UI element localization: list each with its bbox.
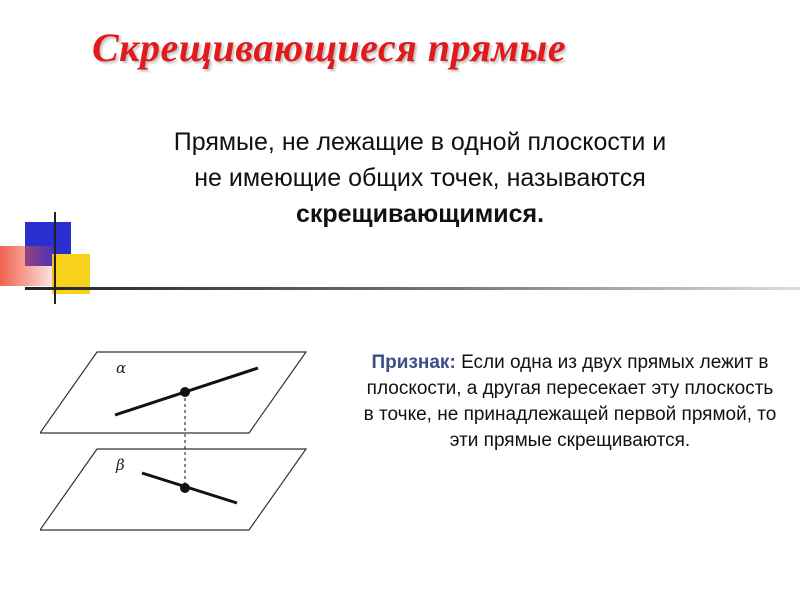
criterion-label: Признак: [371,352,456,373]
point-on-alpha [180,387,190,397]
intersection-point-beta [180,483,190,493]
definition-term: скрещивающимися. [295,200,545,228]
definition-line-1: Прямые, не лежащие в одной плоскости и [173,128,667,156]
definition-line-2: не имеющие общих точек, называются [194,164,646,192]
plane-beta [40,449,306,530]
deco-red-square [0,246,54,286]
deco-vertical-rule [54,212,56,304]
criterion-body: Если одна из двух прямых лежит в плоскости, а другая пересекает эту плоскость в точке, не принадлежащей первой прямой, то эти прямые скрещиваются. [363,352,777,451]
deco-horizontal-rule [25,287,800,290]
slide-title: Скрещивающиеся прямые [92,25,566,70]
plane-alpha-label: α [116,359,127,377]
plane-alpha [40,352,306,433]
criterion-text [360,350,780,454]
plane-beta-label: β [116,456,125,474]
skew-lines-figure [40,340,340,540]
